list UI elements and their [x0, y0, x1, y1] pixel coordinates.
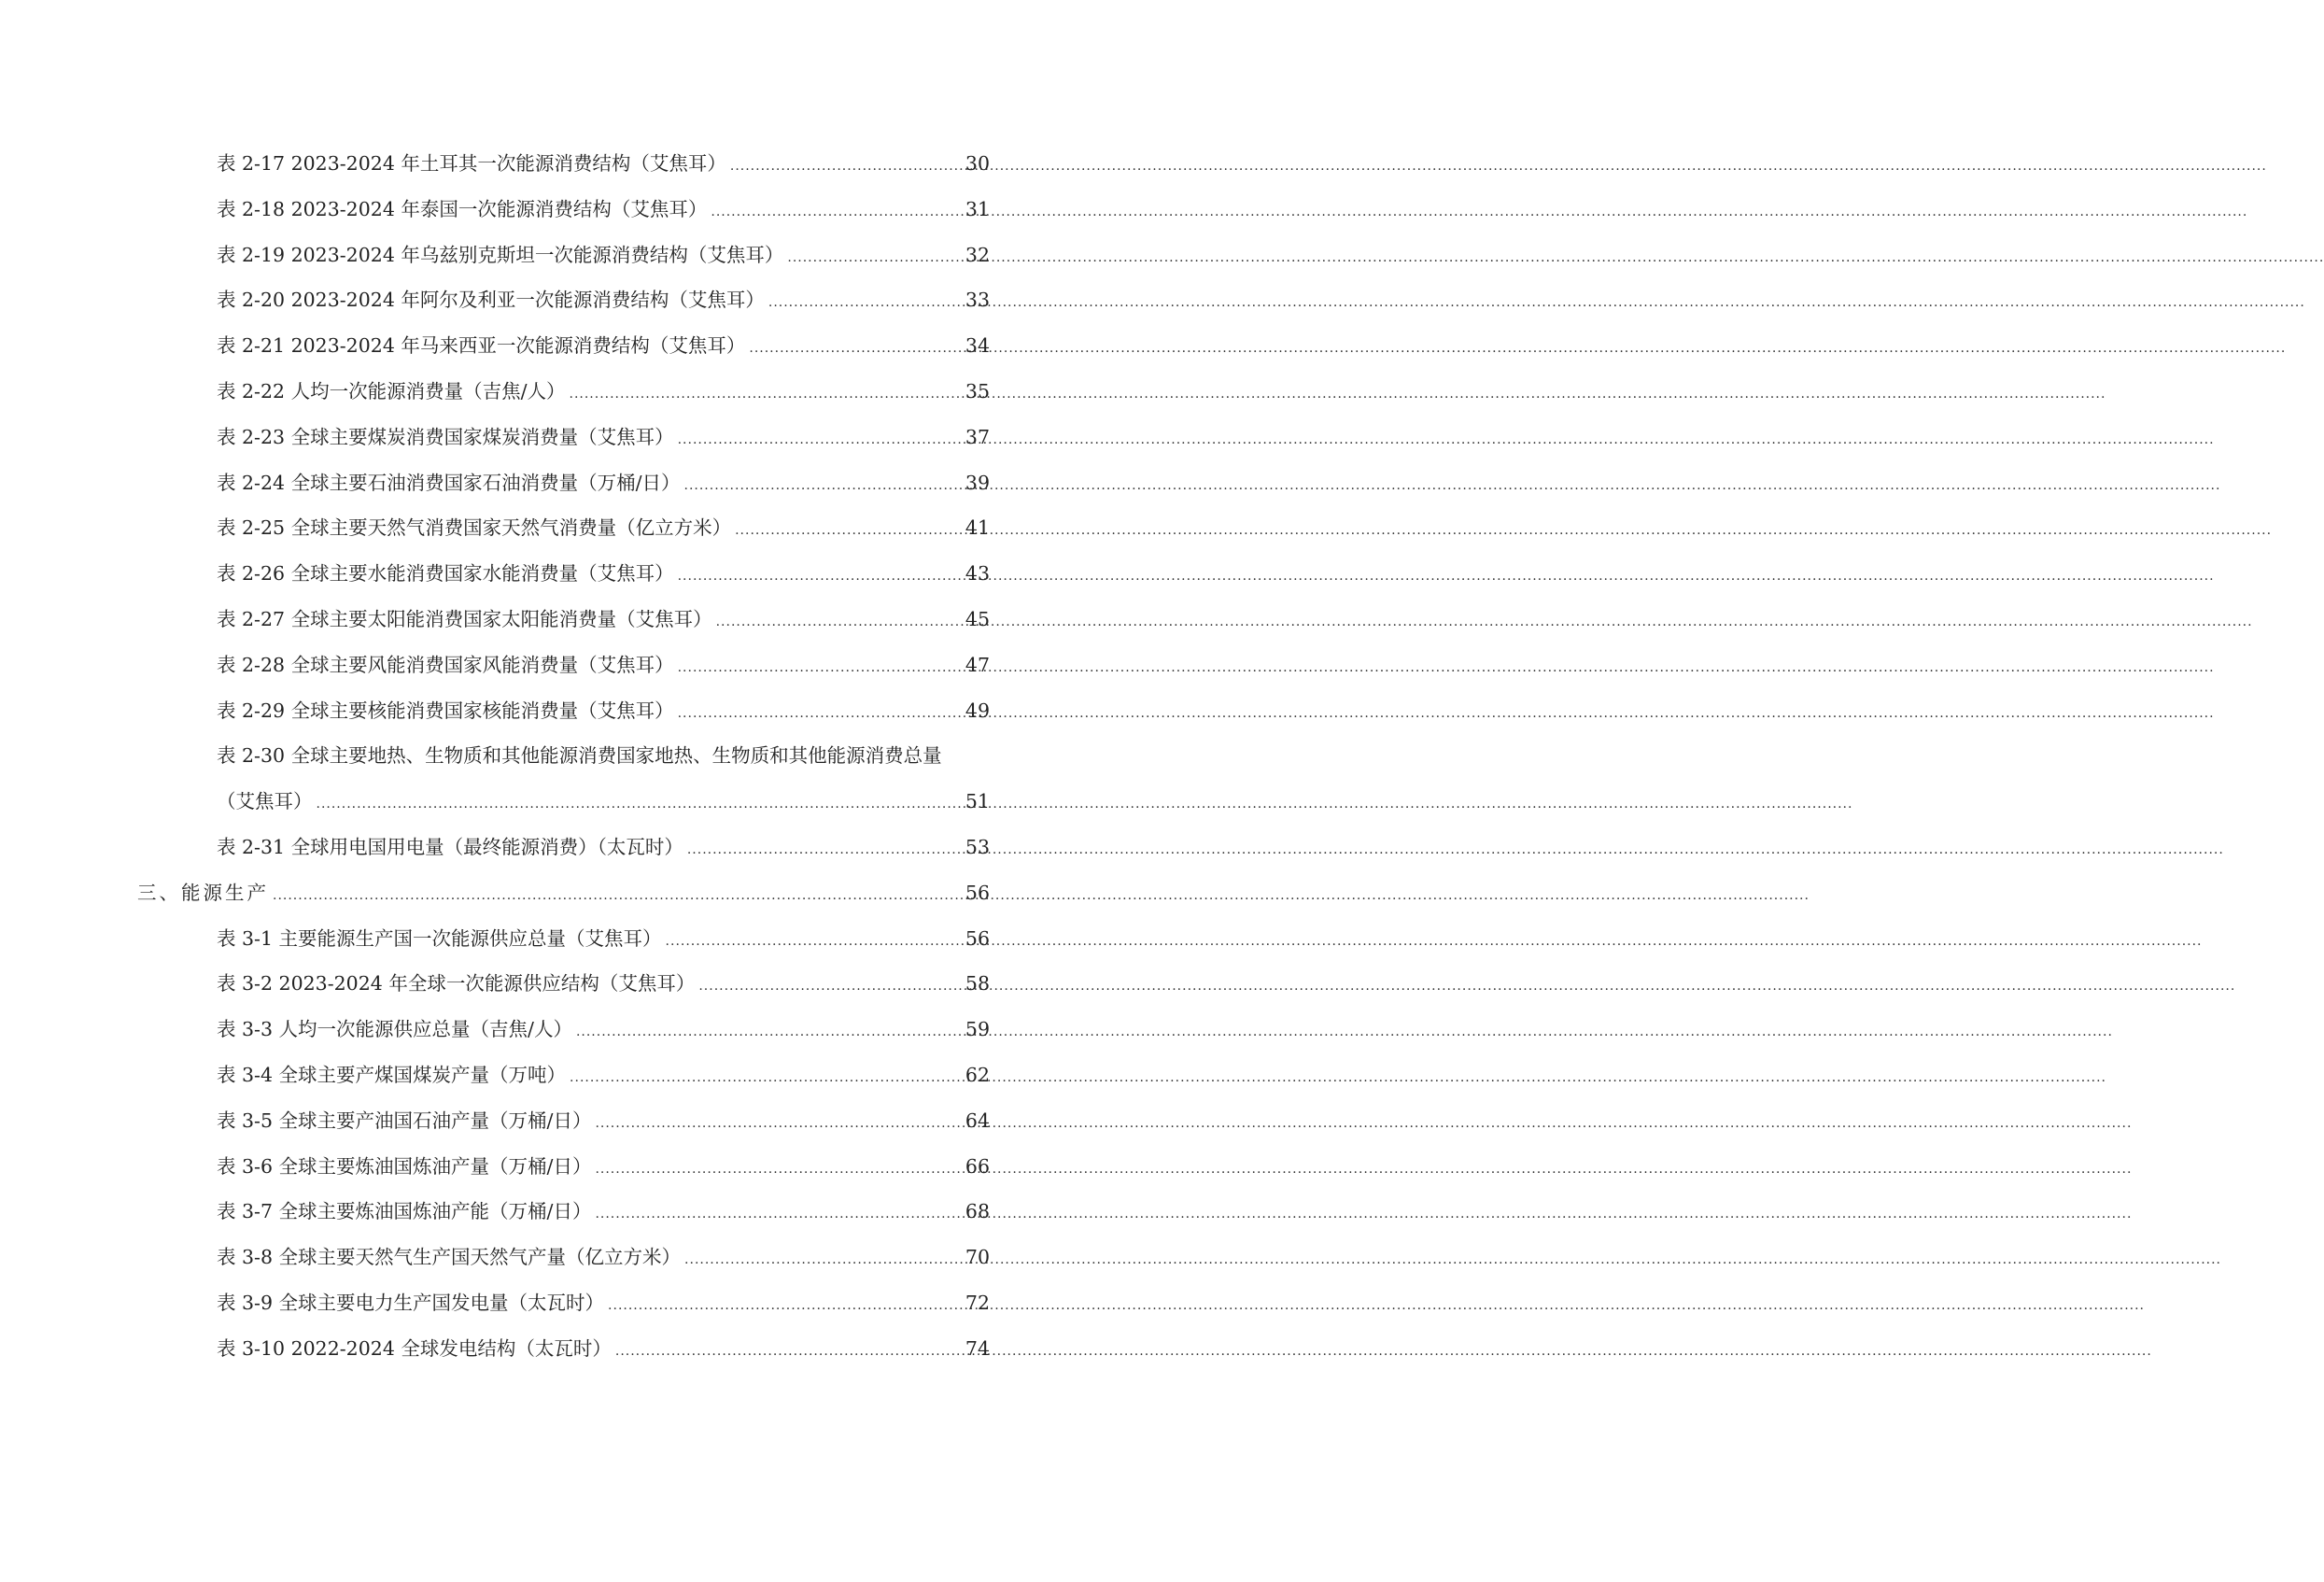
toc-entry-title: 表 3-8 全球主要天然气生产国天然气产量（亿立方米）	[217, 1246, 682, 1269]
toc-leader-dots	[317, 797, 962, 812]
toc-page-number: 41	[965, 516, 990, 540]
toc-entry-title: 表 2-31 全球用电国用电量（最终能源消费）（太瓦时）	[217, 835, 683, 858]
toc-leader-dots	[595, 1116, 961, 1131]
toc-page-number: 56	[965, 926, 990, 950]
toc-leader-dots	[273, 888, 962, 903]
toc-entry[interactable]	[0, 193, 1120, 239]
toc-leader-dots	[678, 660, 962, 675]
toc-entry[interactable]	[0, 923, 1120, 968]
toc-page-number: 68	[965, 1200, 990, 1223]
toc-page-number: 33	[965, 289, 990, 312]
toc-entry[interactable]	[0, 148, 1120, 193]
toc-entry[interactable]	[0, 1151, 1120, 1196]
toc-entry-title-line1: 表 2-30 全球主要地热、生物质和其他能源消费国家地热、生物质和其他能源消费总量	[217, 744, 942, 768]
toc-entry-title: 表 3-3 人均一次能源供应总量（吉焦/人）	[217, 1018, 572, 1041]
toc-entry[interactable]	[0, 1059, 1120, 1105]
toc-entry-title-line2: （艾焦耳）	[217, 790, 313, 813]
toc-page-number: 45	[965, 607, 990, 630]
toc-entry[interactable]	[0, 375, 1120, 421]
toc-leader-dots	[678, 706, 962, 721]
toc-entry[interactable]	[0, 1195, 1120, 1241]
toc-page-number: 74	[965, 1336, 990, 1360]
toc-page-number: 49	[965, 699, 990, 722]
toc-section-title: 三、能源生产	[137, 881, 269, 904]
toc-entry-title: 表 2-19 2023-2024 年乌兹别克斯坦一次能源消费结构（艾焦耳）	[217, 243, 784, 266]
toc-page-number: 58	[965, 972, 990, 996]
toc-leader-dots	[684, 1252, 962, 1267]
toc-section-entry[interactable]	[0, 877, 1120, 923]
toc-entry-title: 表 2-26 全球主要水能消费国家水能消费量（艾焦耳）	[217, 562, 674, 586]
toc-entry-title: 表 3-4 全球主要产煤国煤炭产量（万吨）	[217, 1063, 567, 1086]
toc-entry[interactable]	[0, 1013, 1120, 1059]
toc-entry-wrapped[interactable]	[0, 740, 1120, 831]
toc-entry[interactable]	[0, 1333, 1120, 1378]
toc-entry-title: 表 2-17 2023-2024 年土耳其一次能源消费结构（艾焦耳）	[217, 152, 726, 175]
toc-entry[interactable]	[0, 512, 1120, 558]
toc-entry[interactable]	[0, 649, 1120, 695]
toc-leader-dots	[570, 1070, 962, 1085]
toc-entry-title: 表 2-23 全球主要煤炭消费国家煤炭消费量（艾焦耳）	[217, 425, 674, 448]
toc-leader-dots	[608, 1298, 962, 1313]
table-of-contents	[0, 148, 1120, 1378]
toc-leader-dots	[698, 979, 962, 994]
toc-entry[interactable]	[0, 467, 1120, 513]
toc-page-number: 66	[965, 1154, 990, 1178]
toc-page-number: 47	[965, 653, 990, 676]
toc-leader-dots	[749, 341, 962, 356]
toc-entry[interactable]	[0, 603, 1120, 649]
toc-entry-title: 表 3-6 全球主要炼油国炼油产量（万桶/日）	[217, 1154, 592, 1178]
toc-entry[interactable]	[0, 1105, 1120, 1151]
toc-entry-title: 表 2-25 全球主要天然气消费国家天然气消费量（亿立方米）	[217, 516, 732, 540]
toc-page-number: 62	[965, 1063, 990, 1086]
toc-leader-dots	[595, 1162, 961, 1177]
toc-entry-title: 表 2-24 全球主要石油消费国家石油消费量（万桶/日）	[217, 471, 681, 494]
toc-entry-title: 表 2-22 人均一次能源消费量（吉焦/人）	[217, 379, 566, 403]
toc-entry[interactable]	[0, 968, 1120, 1013]
toc-leader-dots	[615, 1344, 962, 1359]
toc-leader-dots	[730, 159, 962, 174]
toc-entry[interactable]	[0, 831, 1120, 877]
toc-entry[interactable]	[0, 421, 1120, 467]
toc-leader-dots	[684, 478, 962, 493]
toc-leader-dots	[787, 250, 962, 265]
toc-page-number: 31	[965, 197, 990, 220]
toc-entry[interactable]	[0, 239, 1120, 285]
toc-page-number: 43	[965, 562, 990, 586]
toc-entry-title: 表 2-29 全球主要核能消费国家核能消费量（艾焦耳）	[217, 699, 674, 722]
toc-entry-title: 表 2-21 2023-2024 年马来西亚一次能源消费结构（艾焦耳）	[217, 334, 746, 358]
toc-page-number: 34	[965, 334, 990, 358]
toc-entry-title: 表 2-18 2023-2024 年泰国一次能源消费结构（艾焦耳）	[217, 197, 708, 220]
toc-page-number: 53	[965, 835, 990, 858]
toc-entry-title: 表 2-27 全球主要太阳能消费国家太阳能消费量（艾焦耳）	[217, 607, 712, 630]
toc-entry[interactable]	[0, 1241, 1120, 1287]
toc-leader-dots	[678, 432, 962, 447]
toc-entry[interactable]	[0, 284, 1120, 330]
toc-entry[interactable]	[0, 558, 1120, 603]
toc-entry-title: 表 3-1 主要能源生产国一次能源供应总量（艾焦耳）	[217, 926, 662, 950]
toc-page-number: 56	[965, 881, 990, 904]
toc-page-number: 32	[965, 243, 990, 266]
toc-page-number: 39	[965, 471, 990, 494]
toc-entry-title: 表 3-7 全球主要炼油国炼油产能（万桶/日）	[217, 1200, 592, 1223]
toc-leader-dots	[768, 295, 962, 310]
toc-leader-dots	[570, 387, 962, 402]
toc-entry-title: 表 3-5 全球主要产油国石油产量（万桶/日）	[217, 1109, 592, 1132]
toc-entry-title: 表 3-9 全球主要电力生产国发电量（太瓦时）	[217, 1291, 605, 1314]
toc-page-number: 51	[965, 790, 990, 813]
toc-entry-title: 表 2-28 全球主要风能消费国家风能消费量（艾焦耳）	[217, 653, 674, 676]
toc-page-number: 35	[965, 379, 990, 403]
toc-page-number: 64	[965, 1109, 990, 1132]
toc-leader-dots	[687, 842, 962, 857]
toc-leader-dots	[666, 934, 962, 949]
toc-leader-dots	[576, 1024, 962, 1039]
toc-entry[interactable]	[0, 330, 1120, 375]
toc-leader-dots	[735, 523, 962, 538]
toc-page-number: 37	[965, 425, 990, 448]
toc-leader-dots	[716, 614, 962, 629]
toc-page-number: 70	[965, 1246, 990, 1269]
toc-entry[interactable]	[0, 695, 1120, 741]
toc-page-number: 59	[965, 1018, 990, 1041]
toc-leader-dots	[711, 205, 962, 219]
toc-page-number: 30	[965, 152, 990, 175]
toc-entry-title: 表 3-10 2022-2024 全球发电结构（太瓦时）	[217, 1336, 612, 1360]
toc-leader-dots	[595, 1207, 961, 1222]
toc-leader-dots	[678, 569, 962, 584]
toc-entry-title: 表 2-20 2023-2024 年阿尔及利亚一次能源消费结构（艾焦耳）	[217, 289, 765, 312]
toc-entry-title: 表 3-2 2023-2024 年全球一次能源供应结构（艾焦耳）	[217, 972, 696, 996]
toc-entry[interactable]	[0, 1287, 1120, 1333]
toc-page-number: 72	[965, 1291, 990, 1314]
